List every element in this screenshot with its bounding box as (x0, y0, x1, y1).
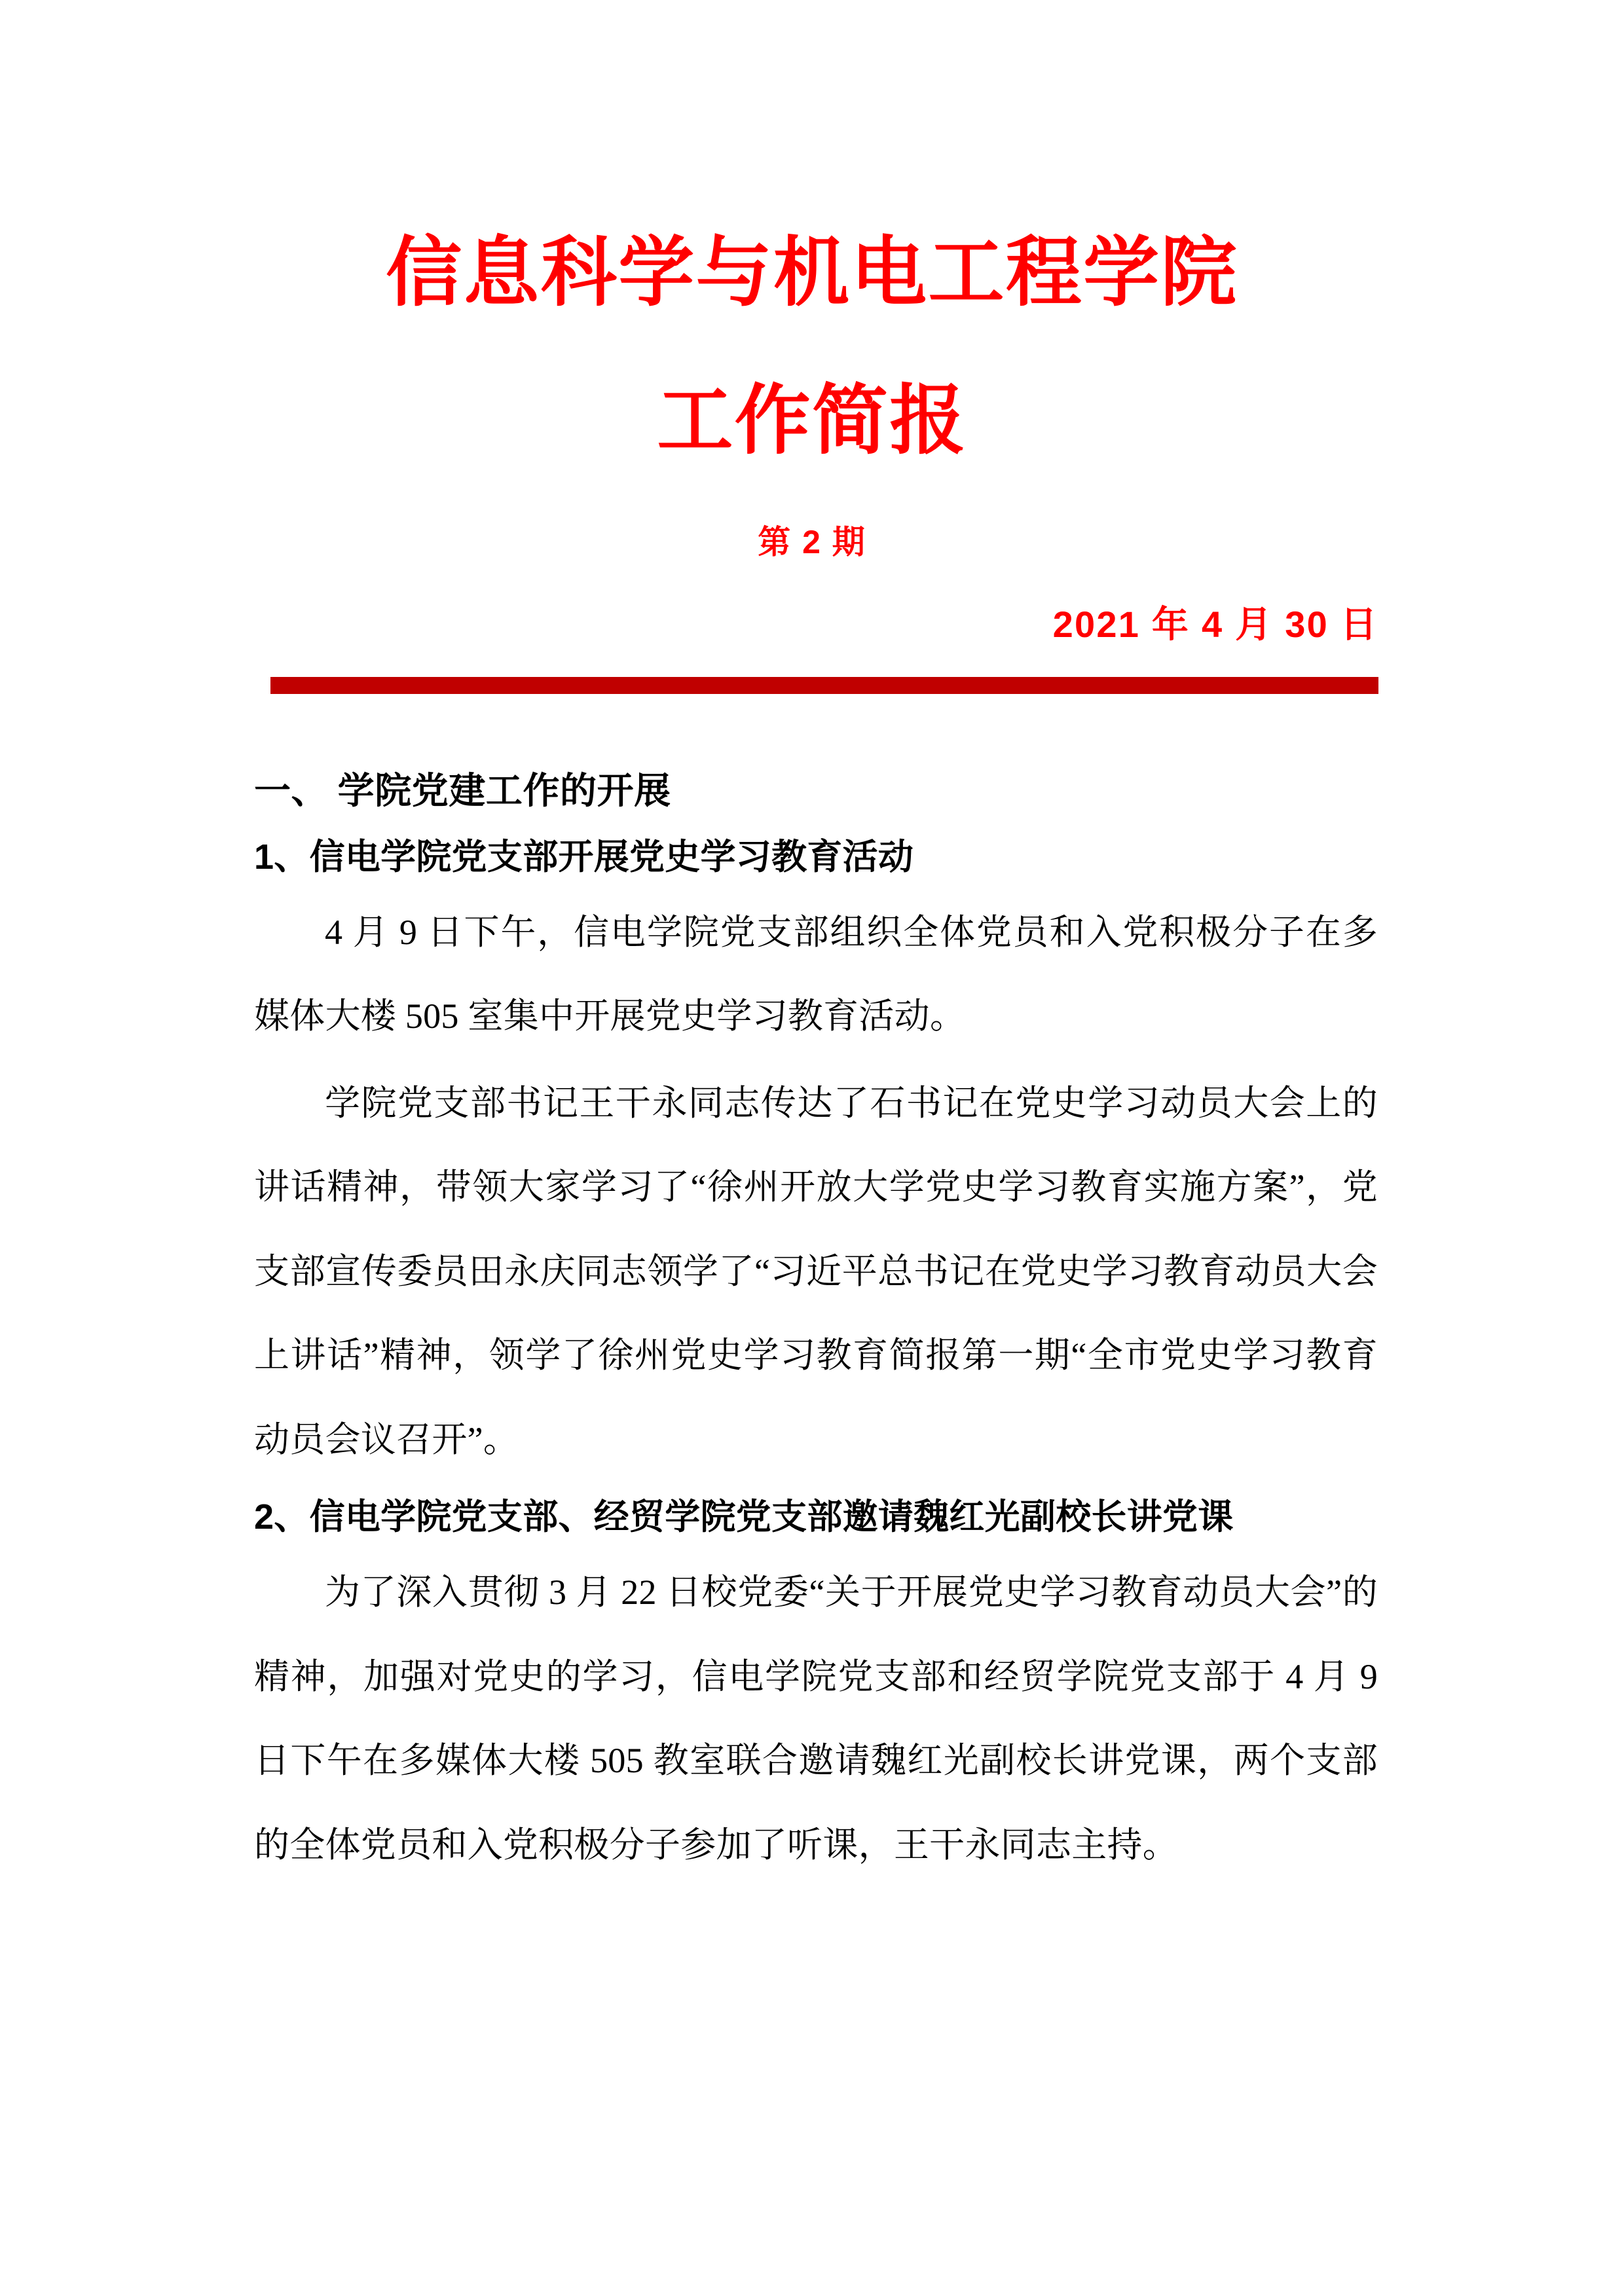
sub-heading-1: 1、信电学院党支部开展党史学习教育活动 (254, 837, 914, 877)
masthead (0, 0, 1624, 694)
paragraph: 学院党支部书记王干永同志传达了石书记在党史学习动员大会上的讲话精神，带领大家学习了“徐州开放大学党史学习教育实施方案”，党支部宣传委员田永庆同志领学了“习近平总书记在党史学习教育动员大会上讲话”精神，领学了徐州党史学习教育简报第一期“全市党史学习教育动员会议召开”。 (254, 1083, 1378, 1459)
masthead-divider-rule (270, 677, 1378, 694)
issue-number: 第 2 期 (758, 523, 866, 560)
document-body (0, 694, 1624, 1887)
publication-date: 2021 年 4 月 30 日 (1052, 603, 1378, 645)
section-heading-1: 一、 学院党建工作的开展 (254, 771, 671, 812)
masthead-organization: 信息科学与机电工程学院 (386, 230, 1238, 315)
sub-heading-2: 2、信电学院党支部、经贸学院党支部邀请魏红光副校长讲党课 (254, 1497, 1234, 1537)
paragraph: 为了深入贯彻 3 月 22 日校党委“关于开展党史学习教育动员大会”的精神，加强对党史的学习，信电学院党支部和经贸学院党支部于 4 月 9 日下午在多媒体大楼 505 教室联合邀请魏红光副校长讲党课，两个支部的全体党员和入党积极分子参加了听课，王干永同志主持。 (254, 1573, 1378, 1865)
paragraph: 4 月 9 日下午，信电学院党支部组织全体党员和入党积极分子在多媒体大楼 505 室集中开展党史学习教育活动。 (254, 912, 1378, 1036)
masthead-title: 工作简报 (657, 377, 967, 463)
